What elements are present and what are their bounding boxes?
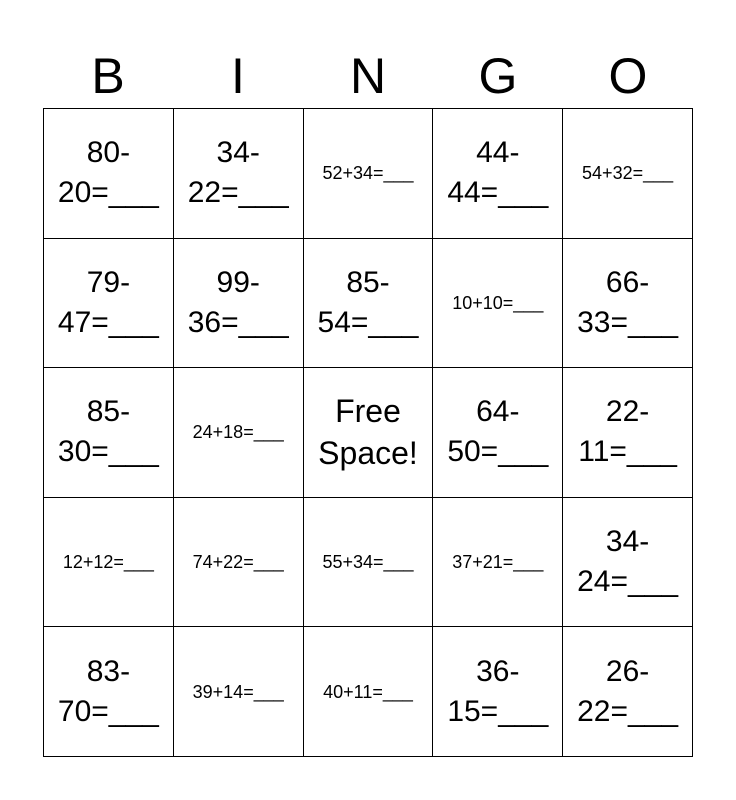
bingo-cell[interactable] bbox=[174, 627, 304, 757]
bingo-cell[interactable] bbox=[174, 498, 304, 628]
bingo-cell[interactable] bbox=[44, 239, 174, 369]
math-problem: 34- 24=___ bbox=[577, 525, 679, 599]
header-letter-g: G bbox=[478, 48, 518, 104]
bingo-cell[interactable] bbox=[433, 498, 563, 628]
bingo-cell[interactable] bbox=[563, 627, 693, 757]
bingo-cell[interactable] bbox=[433, 627, 563, 757]
bingo-cell[interactable] bbox=[174, 109, 304, 239]
math-problem: 79- 47=___ bbox=[57, 265, 159, 339]
header-letter-b: B bbox=[91, 48, 125, 104]
bingo-cell[interactable] bbox=[304, 109, 434, 239]
header-letter-n: N bbox=[349, 48, 387, 104]
math-problem: 55+34=___ bbox=[322, 552, 414, 573]
bingo-cell[interactable] bbox=[44, 627, 174, 757]
math-problem: 12+12=___ bbox=[62, 552, 154, 573]
math-problem: 22- 11=___ bbox=[578, 395, 677, 469]
math-problem: 44- 44=___ bbox=[447, 136, 549, 210]
bingo-cell[interactable] bbox=[304, 627, 434, 757]
free-space-label: Free Space! bbox=[318, 393, 418, 472]
bingo-cell[interactable] bbox=[44, 368, 174, 498]
bingo-cell[interactable] bbox=[433, 368, 563, 498]
math-problem: 26- 22=___ bbox=[577, 654, 679, 728]
math-problem: 80- 20=___ bbox=[57, 136, 159, 210]
math-problem: 64- 50=___ bbox=[447, 395, 549, 469]
math-problem: 99- 36=___ bbox=[187, 265, 289, 339]
math-problem: 10+10=___ bbox=[452, 292, 544, 313]
free-space-cell[interactable] bbox=[304, 368, 434, 498]
bingo-cell[interactable] bbox=[433, 239, 563, 369]
math-problem: 36- 15=___ bbox=[447, 654, 549, 728]
bingo-grid bbox=[43, 108, 693, 757]
math-problem: 54+32=___ bbox=[582, 163, 674, 184]
bingo-cell[interactable] bbox=[174, 368, 304, 498]
bingo-cell[interactable] bbox=[304, 498, 434, 628]
math-problem: 74+22=___ bbox=[192, 552, 284, 573]
bingo-cell[interactable] bbox=[44, 109, 174, 239]
bingo-cell[interactable] bbox=[563, 239, 693, 369]
bingo-cell[interactable] bbox=[563, 498, 693, 628]
bingo-cell[interactable] bbox=[44, 498, 174, 628]
bingo-cell[interactable] bbox=[304, 239, 434, 369]
math-problem: 83- 70=___ bbox=[57, 654, 159, 728]
math-problem: 37+21=___ bbox=[452, 552, 544, 573]
math-problem: 66- 33=___ bbox=[577, 265, 679, 339]
math-problem: 24+18=___ bbox=[192, 422, 284, 443]
math-problem: 40+11=___ bbox=[323, 681, 413, 702]
math-problem: 52+34=___ bbox=[322, 163, 414, 184]
math-problem: 39+14=___ bbox=[192, 681, 284, 702]
bingo-cell[interactable] bbox=[563, 109, 693, 239]
header-letter-i: I bbox=[231, 48, 245, 104]
bingo-cell[interactable] bbox=[433, 109, 563, 239]
math-problem: 34- 22=___ bbox=[187, 136, 289, 210]
bingo-header bbox=[43, 44, 693, 108]
bingo-cell[interactable] bbox=[563, 368, 693, 498]
bingo-cell[interactable] bbox=[174, 239, 304, 369]
math-problem: 85- 54=___ bbox=[317, 265, 419, 339]
math-problem: 85- 30=___ bbox=[57, 395, 159, 469]
header-letter-o: O bbox=[608, 48, 648, 104]
